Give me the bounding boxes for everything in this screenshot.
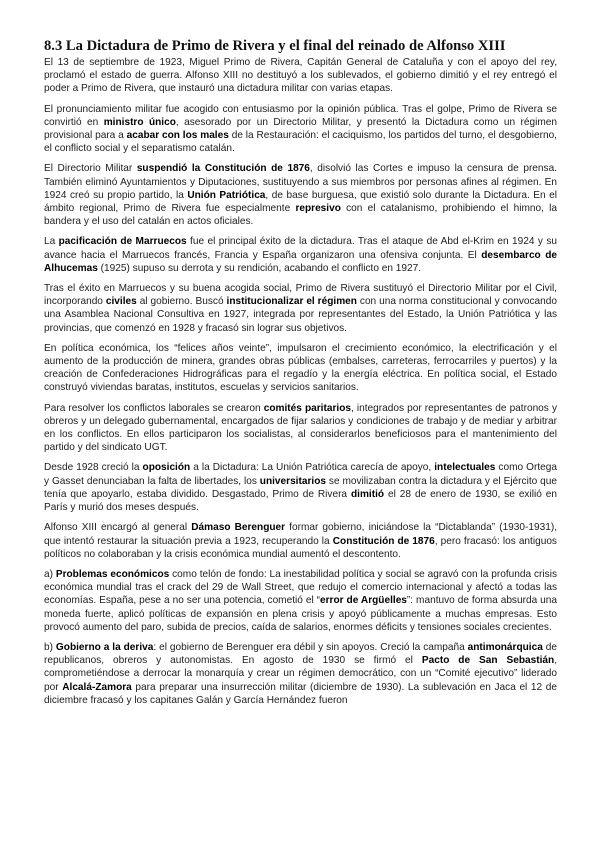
text-run: Alfonso XIII encargó al general: [44, 522, 192, 534]
bold-term: Constitución de 1876: [332, 535, 435, 547]
bold-term: represivo: [295, 203, 341, 215]
text-run: el 28 de enero de 1930, se exilió en París y murió dos meses después.: [44, 488, 557, 514]
document-page: [44, 38, 557, 714]
text-run: , integrados por representantes de patronos y obreros y un delegado gubernamental, encargados de fijar salarios y condiciones de trabajo y de mediar y arbitrar en los conflictos. En ellos participaron los socialistas, al considerarlos beneficiosos para el mantenimiento del partido y del sindicato UGT.: [44, 402, 557, 454]
paragraph: [44, 282, 557, 335]
text-run: Para resolver los conflictos laborales se crearon: [44, 402, 264, 414]
text-run: como telón de fondo: La inestabilidad política y social se agravó con la profunda crisis económica mundial tras el crack del 29 de Wall Street, que redujo el comercio internacional y afectó a todas las economías. España, pese a no ser una potencia, cometió el “: [44, 568, 557, 607]
bold-term: intelectuales: [434, 462, 496, 474]
text-run: Tras el éxito en Marruecos y su buena acogida social, Primo de Rivera sustituyó el Directorio Militar por el Civil, incorporando: [44, 283, 557, 308]
text-run: : el gobierno de Berenguer era débil y sin apoyos. Creció la campaña: [153, 641, 468, 653]
text-run: de la Restauración: el caciquismo, los partidos del turno, el desgobierno, el conflicto social y el separatismo catalán.: [44, 130, 557, 155]
text-run: al gobierno. Buscó: [136, 296, 227, 308]
text-run: formar gobierno, iniciándose la “Dictablanda” (1930-1931), que intentó restaurar la situación previa a 1923, recuperando la: [44, 522, 558, 547]
text-run: se movilizaban contra la dictadura y el Ejército que tenía que apoyarlo, estaba dividido. Desgastado, Primo de Rivera: [44, 475, 557, 500]
bold-term: Unión Patriótica: [187, 189, 266, 201]
text-run: a la Dictadura: La Unión Patriótica carecía de apoyo,: [190, 462, 435, 474]
paragraph: [44, 461, 557, 514]
paragraph: [44, 402, 557, 455]
text-run: ”: mantuvo de forma absurda una moneda fuerte, aplicó políticas de expansión en plena crisis y apoyó públicamente a muchas empresas. Esto provocó aumento del paro, subida de precios, caída de salarios, enormes déficits y tensiones sociales crecientes.: [44, 595, 557, 633]
paragraph: [44, 103, 557, 156]
text-run: con el catalanismo, prohibiendo el himno, la bandera y el uso del catalán en actos oficiales.: [44, 203, 557, 228]
bold-term: suspendió la Constitución de 1876: [136, 163, 310, 175]
text-run: para preparar una insurrección militar (diciembre de 1930). La sublevación en Jaca el 12 de diciembre fracasó y los capitanes Galán y García Hernández fueron: [44, 681, 557, 706]
bold-term: universitarios: [259, 475, 326, 487]
text-run: El Directorio Militar: [44, 163, 137, 175]
text-run: a): [44, 568, 56, 580]
bold-term: oposición: [142, 462, 191, 474]
text-run: En política económica, los “felices años veinte”, impulsaron el crecimiento económico, la electrificación y el aumento de la producción de minera, grandes obras públicas (embalses, carreteras, ferrocarriles y puertos) y la creación de Confederaciones Hidrográficas para el regadío y la energía eléctrica. En política social, el Estado construyó viviendas baratas, institutos, escuelas y servicios sanitarios.: [44, 342, 557, 394]
text-run: con una norma constitucional y convocando una Asamblea Nacional Consultiva en 1927, integrada por representantes del Estado, la Unión Patriótica y las provincias, que comenzó en 1928 y fracasó sin lograr sus objetivos.: [44, 296, 557, 334]
paragraph: [44, 342, 557, 395]
paragraph: [44, 56, 557, 96]
text-run: La: [44, 236, 59, 248]
bold-term: error de Argüelles: [320, 595, 407, 607]
bold-term: civiles: [105, 296, 137, 308]
text-run: fue el principal éxito de la dictadura. Tras el ataque de Abd el-Krim en 1924 y su avance hacia el Marruecos francés, Francia y España organizaron una ofensiva conjunta. El: [44, 236, 557, 261]
paragraph: [44, 568, 557, 634]
text-run: El 13 de septiembre de 1923, Miguel Primo de Rivera, Capitán General de Cataluña y con el apoyo del rey, proclamó el estado de guerra. Alfonso XIII no destituyó a los sublevados, el gobierno dimitió y el rey entregó el poder a Primo de Rivera, que instauró una dictadura militar con varias etapas.: [44, 57, 557, 95]
text-run: , de base burguesa, que existió solo durante la Dictadura. En el ámbito regional, Primo de Rivera fue especialmente: [44, 189, 557, 215]
bold-term: institucionalizar el régimen: [226, 296, 357, 308]
document-body: [44, 56, 557, 707]
bold-term: desembarco de Alhucemas: [44, 249, 557, 274]
bold-term: acabar con los males: [126, 130, 229, 142]
text-run: , comprometiéndose a derrocar la monarquía y crear un régimen democrático, con un “Comité ejecutivo” liderado por: [44, 655, 557, 693]
bold-term: antimonárquica: [467, 641, 543, 653]
bold-term: Gobierno a la deriva: [55, 641, 154, 653]
paragraph: [44, 521, 557, 561]
text-run: , pero fracasó: los antiguos políticos no colaboraban y la crisis económica mundial aumentó el descontento.: [44, 535, 557, 560]
paragraph: [44, 641, 557, 707]
paragraph: [44, 235, 557, 275]
text-run: Desde 1928 creció la: [44, 462, 143, 474]
paragraph: [44, 162, 557, 228]
text-run: El pronunciamiento militar fue acogido con entusiasmo por la opinión pública. Tras el golpe, Primo de Rivera se convirtió en: [44, 103, 557, 128]
text-run: como Ortega y Gasset denunciaban la falta de libertades, los: [44, 462, 557, 487]
bold-term: Pacto de San Sebastián: [421, 655, 555, 667]
text-run: (1925) supuso su derrota y su rendición, acabando el conflicto en 1927.: [97, 262, 422, 274]
bold-term: pacificación de Marruecos: [58, 236, 187, 248]
text-run: de republicanos, obreros y autonomistas. En agosto de 1930 se firmó el: [44, 641, 557, 667]
bold-term: dimitió: [350, 488, 385, 500]
text-run: b): [44, 641, 56, 653]
bold-term: Dámaso Berenguer: [191, 522, 286, 534]
bold-term: comités paritarios: [263, 402, 351, 414]
section-title: 8.3 La Dictadura de Primo de Rivera y el final del reinado de Alfonso XIII: [44, 38, 506, 54]
text-run: , asesorado por un Directorio Militar, y presentó la Dictadura como un régimen provisional para a: [44, 116, 557, 142]
bold-term: ministro único: [103, 116, 176, 128]
text-run: , disolvió las Cortes e impuso la censura de prensa. También eliminó Ayuntamientos y Diputaciones, sustituyendo a sus miembros por personas afines al régimen. En 1924 creó su propio partido, la: [44, 163, 557, 201]
bold-term: Alcalá-Zamora: [62, 681, 132, 693]
bold-term: Problemas económicos: [55, 568, 170, 580]
